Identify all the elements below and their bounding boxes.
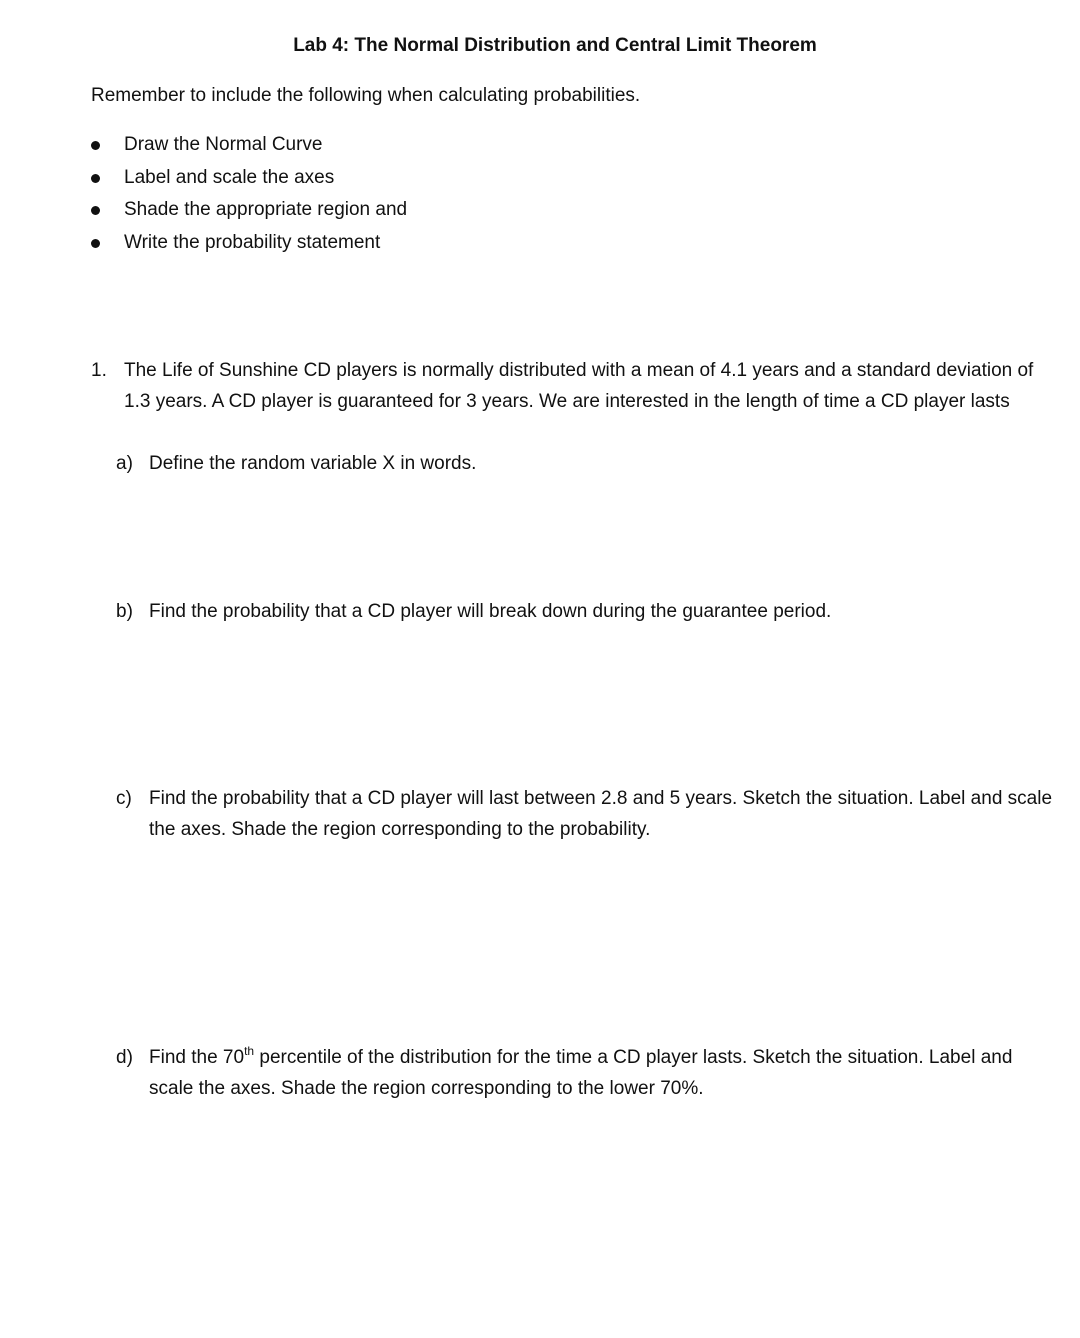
ordinal-superscript: th — [244, 1043, 255, 1058]
checklist-item-text: Draw the Normal Curve — [124, 134, 323, 155]
part-text: Define the random variable X in words. — [149, 453, 477, 474]
part-text-end: percentile of the distribution for the time a CD player lasts. Sketch the situation. Label and scale the axes. Shade the region corresponding to the lower 70%. — [149, 1047, 1013, 1099]
checklist-item-text: Label and scale the axes — [124, 166, 335, 188]
part-text — [149, 1042, 1054, 1104]
intro-text: Remember to include the following when calculating probabilities. — [91, 85, 641, 106]
bullet-icon — [91, 239, 100, 248]
bullet-icon — [91, 174, 100, 183]
part-label: c) — [116, 788, 132, 809]
document-title: Lab 4: The Normal Distribution and Central Limit Theorem — [293, 35, 817, 56]
part-text: Find the probability that a CD player will last between 2.8 and 5 years. Sketch the situation. Label and scale the axes. Shade the region corresponding to the probability. — [149, 788, 1053, 840]
bullet-icon — [91, 206, 100, 215]
checklist-item-text: Write the probability statement — [124, 231, 381, 253]
checklist-item-text: Shade the appropriate region and — [124, 199, 408, 220]
part-text-start: Find the 70 — [149, 1047, 245, 1068]
part-label: a) — [116, 453, 133, 474]
part-label: d) — [116, 1047, 133, 1068]
question-text: The Life of Sunshine CD players is normally distributed with a mean of 4.1 years and a standard deviation of 1.3 years. A CD player is guaranteed for 3 years. We are interested in the length of time a CD player lasts — [124, 360, 1034, 412]
part-text: Find the probability that a CD player will break down during the guarantee period. — [149, 601, 832, 622]
question-number: 1. — [91, 360, 107, 381]
bullet-icon — [91, 141, 100, 150]
part-label: b) — [116, 601, 133, 622]
